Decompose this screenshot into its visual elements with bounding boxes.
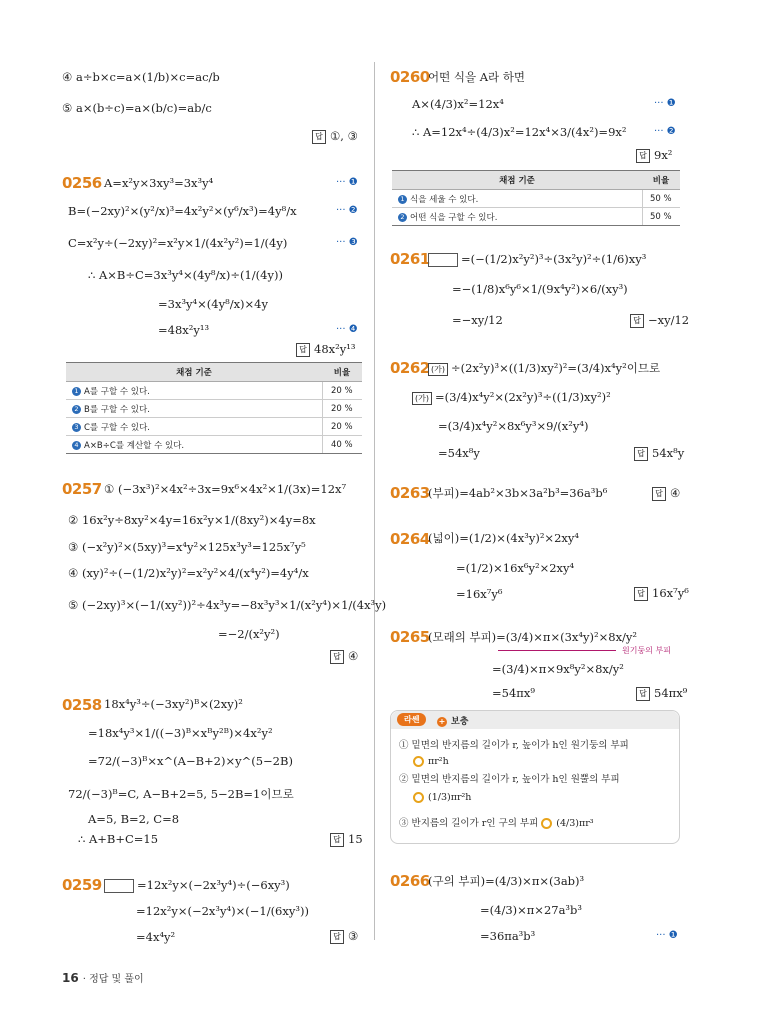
problem-number-0260: 0260 (390, 68, 430, 86)
answer-tag: 답 (330, 833, 344, 847)
problem-number-0258: 0258 (62, 696, 102, 714)
step-marker: ··· ❹ (336, 324, 358, 335)
solution-line: =54x⁸y (438, 446, 480, 460)
answer-block (652, 486, 680, 501)
problem-number-0266: 0266 (390, 872, 430, 890)
answer-block (330, 929, 358, 944)
table-header: 채점 기준 (392, 171, 642, 190)
criterion-text: A를 구할 수 있다. (84, 386, 150, 397)
answer-block (634, 586, 689, 601)
answer-value: −xy/12 (648, 313, 690, 327)
criterion-text: 어떤 식을 구할 수 있다. (410, 212, 498, 223)
supplement-item-value (413, 791, 471, 805)
answer-value: 54πx⁹ (654, 686, 688, 700)
solution-line: =−2/(x²y²) (218, 627, 280, 641)
solution-line: ∴ A=12x⁴÷(4/3)x²=12x⁴×3/(4x²)=9x² (412, 125, 627, 139)
left-top-line-2: ⑤ a×(b÷c)=a×(b/c)=ab/c (62, 101, 212, 115)
table-header: 채점 기준 (66, 363, 322, 382)
footer-title: 정답 및 풀이 (89, 974, 144, 985)
step-marker: ··· ❷ (654, 126, 676, 137)
solution-line: =18x⁴y³×1/((−3)ᴮ×xᴮy²ᴮ)×4x²y² (88, 726, 273, 740)
table-header: 비율 (322, 363, 362, 382)
solution-line: A=5, B=2, C=8 (88, 812, 180, 826)
criterion-ratio: 50 % (642, 208, 680, 226)
criterion-number: 1 (72, 387, 81, 396)
solution-line: =(3/4)x⁴y²×8x⁶y³×9/(x²y⁴) (438, 419, 589, 433)
column-divider (374, 62, 375, 940)
criterion-number: 4 (72, 441, 81, 450)
problem-number-0262: 0262 (390, 359, 430, 377)
problem-number-0265: 0265 (390, 628, 430, 646)
solution-line: =3x³y⁴×(4y⁸/x)×4y (158, 297, 268, 311)
answer-tag: 답 (636, 149, 650, 163)
solution-line-text: =12x²y×(−2x³y⁴)÷(−6xy³) (137, 878, 290, 892)
supplement-item: ② 밑면의 반지름의 길이가 r, 높이가 h인 원뿔의 부피 (399, 774, 620, 785)
answer-value: 15 (348, 832, 363, 846)
solution-line (104, 878, 290, 893)
supplement-value-text: πr²h (428, 756, 449, 767)
problem-number-0256: 0256 (62, 174, 102, 192)
solution-line: =12x²y×(−2x³y⁴)×(−1/(6xy³)) (136, 904, 309, 918)
supplement-title-text: 보충 (451, 717, 469, 727)
answer-tag: 답 (330, 650, 344, 664)
supplement-item-text: ③ 반지름의 길이가 r인 구의 부피 (399, 818, 539, 829)
answer-block (330, 832, 363, 847)
answer-block (312, 129, 358, 144)
answer-block (634, 446, 684, 461)
table-row (392, 190, 680, 208)
solution-line: =54πx⁹ (492, 686, 535, 700)
solution-line (428, 361, 660, 376)
blank-tag: (가) (412, 392, 432, 405)
criterion-number: 2 (72, 405, 81, 414)
answer-tag: 답 (630, 314, 644, 328)
annotation-underline (498, 650, 616, 651)
solution-line: ④ (xy)²÷(−(1/2)x²y)²=x²y²×4/(x⁴y²)=4y⁴/x (68, 566, 309, 580)
solution-line: =(4/3)×π×27a³b³ (480, 903, 583, 917)
criterion-number: 2 (398, 213, 407, 222)
solution-line: =−(1/8)x⁶y⁶×1/(9x⁴y²)×6/(xy³) (452, 282, 628, 296)
page-number: 16 (62, 971, 79, 985)
solution-line (412, 390, 611, 405)
answer-value: ④ (348, 649, 359, 663)
solution-line: (부피)=4ab²×3b×3a²b³=36a³b⁶ (428, 486, 608, 500)
solution-line: ② 16x²y÷8xy²×4y=16x²y×1/(8xy²)×4y=8x (68, 513, 316, 527)
ring-icon (413, 756, 424, 767)
criterion-ratio: 50 % (642, 190, 680, 208)
answer-value: 54x⁸y (652, 446, 685, 460)
solution-line: =36πa³b³ (480, 929, 536, 943)
solution-line (428, 252, 646, 267)
supplement-value-text: (4/3)πr³ (556, 818, 594, 829)
step-marker: ··· ❸ (336, 237, 358, 248)
page-footer (62, 970, 144, 985)
criterion-text: B를 구할 수 있다. (84, 404, 150, 415)
answer-value: ④ (670, 486, 681, 500)
answer-value: 16x⁷y⁶ (652, 586, 689, 600)
table-row (66, 400, 362, 418)
problem-number-0264: 0264 (390, 530, 430, 548)
criterion-ratio: 20 % (322, 382, 362, 400)
answer-tag: 답 (636, 687, 650, 701)
solution-line-text: =(−(1/2)x²y²)³÷(3x²y)²÷(1/6)xy³ (461, 252, 647, 266)
criterion-number: 1 (398, 195, 407, 204)
answer-block (330, 649, 358, 664)
answer-tag: 답 (634, 587, 648, 601)
answer-tag: 답 (634, 447, 648, 461)
solution-line: =(1/2)×16x⁶y²×2xy⁴ (456, 561, 575, 575)
footer-separator: · (82, 974, 90, 985)
criterion-ratio: 20 % (322, 400, 362, 418)
step-marker: ··· ❶ (654, 98, 676, 109)
ring-icon (541, 818, 552, 829)
answer-tag: 답 (312, 130, 326, 144)
solution-line: =(3/4)×π×9x⁸y²×8x/y² (492, 662, 624, 676)
answer-block (296, 342, 355, 357)
step-marker: ··· ❷ (336, 205, 358, 216)
solution-line: ∴ A+B+C=15 (78, 832, 159, 846)
table-row (66, 418, 362, 436)
solution-line: (모래의 부피)=(3/4)×π×(3x⁴y)²×8x/y² (428, 630, 638, 644)
problem-number-0257: 0257 (62, 480, 102, 498)
solution-line: =−xy/12 (452, 313, 503, 327)
solution-line: (구의 부피)=(4/3)×π×(3ab)³ (428, 874, 585, 888)
solution-line: 18x⁴y³÷(−3xy²)ᴮ×(2xy)² (104, 697, 243, 711)
blank-box (104, 879, 134, 893)
grading-table-0256 (66, 362, 362, 454)
supplement-item (399, 817, 594, 831)
solution-line: A=x²y×3xy³=3x³y⁴ (104, 176, 214, 190)
supplement-item-value (413, 755, 449, 769)
supplement-value-text: (1/3)πr²h (428, 792, 472, 803)
solution-line-text: =(3/4)x⁴y²×(2x²y)³÷((1/3)xy²)² (435, 390, 611, 404)
plus-icon: + (438, 717, 446, 726)
answer-tag: 답 (296, 343, 310, 357)
step-marker: ··· ❶ (336, 177, 358, 188)
solution-line: 어떤 식을 A라 하면 (428, 70, 526, 84)
blank-box (428, 253, 458, 267)
solution-line: =4x⁴y² (136, 930, 176, 944)
solution-line-text: ÷(2x²y)³×((1/3)xy²)²=(3/4)x⁴y²이므로 (451, 361, 661, 375)
solution-line: A×(4/3)x²=12x⁴ (412, 97, 504, 111)
annotation-label: 원기둥의 부피 (622, 646, 671, 655)
solution-line: =72/(−3)ᴮ×x^(A−B+2)×y^(5−2B) (88, 754, 293, 768)
blank-tag: (가) (428, 363, 448, 376)
solution-line: ① (−3x³)²×4x²÷3x=9x⁶×4x²×1/(3x)=12x⁷ (104, 482, 347, 496)
answer-value: 9x² (654, 148, 673, 162)
step-marker: ··· ❶ (656, 930, 678, 941)
table-row (66, 382, 362, 400)
answer-value: ①, ③ (330, 129, 358, 143)
problem-number-0259: 0259 (62, 876, 102, 894)
answer-tag: 답 (652, 487, 666, 501)
criterion-text: C를 구할 수 있다. (84, 422, 151, 433)
criterion-text: 식을 세울 수 있다. (410, 194, 479, 205)
criterion-ratio: 20 % (322, 418, 362, 436)
criterion-ratio: 40 % (322, 436, 362, 454)
answer-block (636, 148, 672, 163)
solution-line: ③ (−x²y)²×(5xy)³=x⁴y²×125x³y³=125x⁷y⁵ (68, 540, 306, 554)
solution-line: C=x²y÷(−2xy)²=x²y×1/(4x²y²)=1/(4y) (68, 236, 288, 250)
answer-value: 48x²y¹³ (314, 342, 356, 356)
supplement-box (390, 710, 680, 844)
table-row (392, 208, 680, 226)
ring-icon (413, 792, 424, 803)
answer-block (636, 686, 687, 701)
answer-block (630, 313, 689, 328)
table-row (66, 436, 362, 454)
solution-line: ⑤ (−2xy)³×(−1/(xy²))²÷4x³y=−8x³y³×1/(x²y⁴)×1/(4x³y) (68, 598, 387, 612)
solution-line: 72/(−3)ᴮ=C, A−B+2=5, 5−2B=1이므로 (68, 787, 294, 801)
supplement-item: ① 밑면의 반지름의 길이가 r, 높이가 h인 원기둥의 부피 (399, 740, 629, 751)
left-top-line-1: ④ a÷b×c=a×(1/b)×c=ac/b (62, 70, 220, 84)
supplement-badge: 라쎈 (397, 713, 426, 726)
solution-line: =16x⁷y⁶ (456, 587, 503, 601)
problem-number-0261: 0261 (390, 250, 430, 268)
criterion-number: 3 (72, 423, 81, 432)
solution-line: ∴ A×B÷C=3x³y⁴×(4y⁸/x)÷(1/(4y)) (88, 268, 283, 282)
solution-line: (넓이)=(1/2)×(4x³y)²×2xy⁴ (428, 531, 579, 545)
solution-line: =48x²y¹³ (158, 323, 210, 337)
answer-value: ③ (348, 929, 359, 943)
criterion-text: A×B÷C를 계산할 수 있다. (84, 440, 185, 451)
supplement-header (391, 711, 679, 729)
solution-line: B=(−2xy)²×(y²/x)³=4x²y²×(y⁶/x³)=4y⁸/x (68, 204, 297, 218)
table-header: 비율 (642, 171, 680, 190)
answer-tag: 답 (330, 930, 344, 944)
problem-number-0263: 0263 (390, 484, 430, 502)
supplement-title (437, 714, 468, 727)
grading-table-0260 (392, 170, 680, 226)
